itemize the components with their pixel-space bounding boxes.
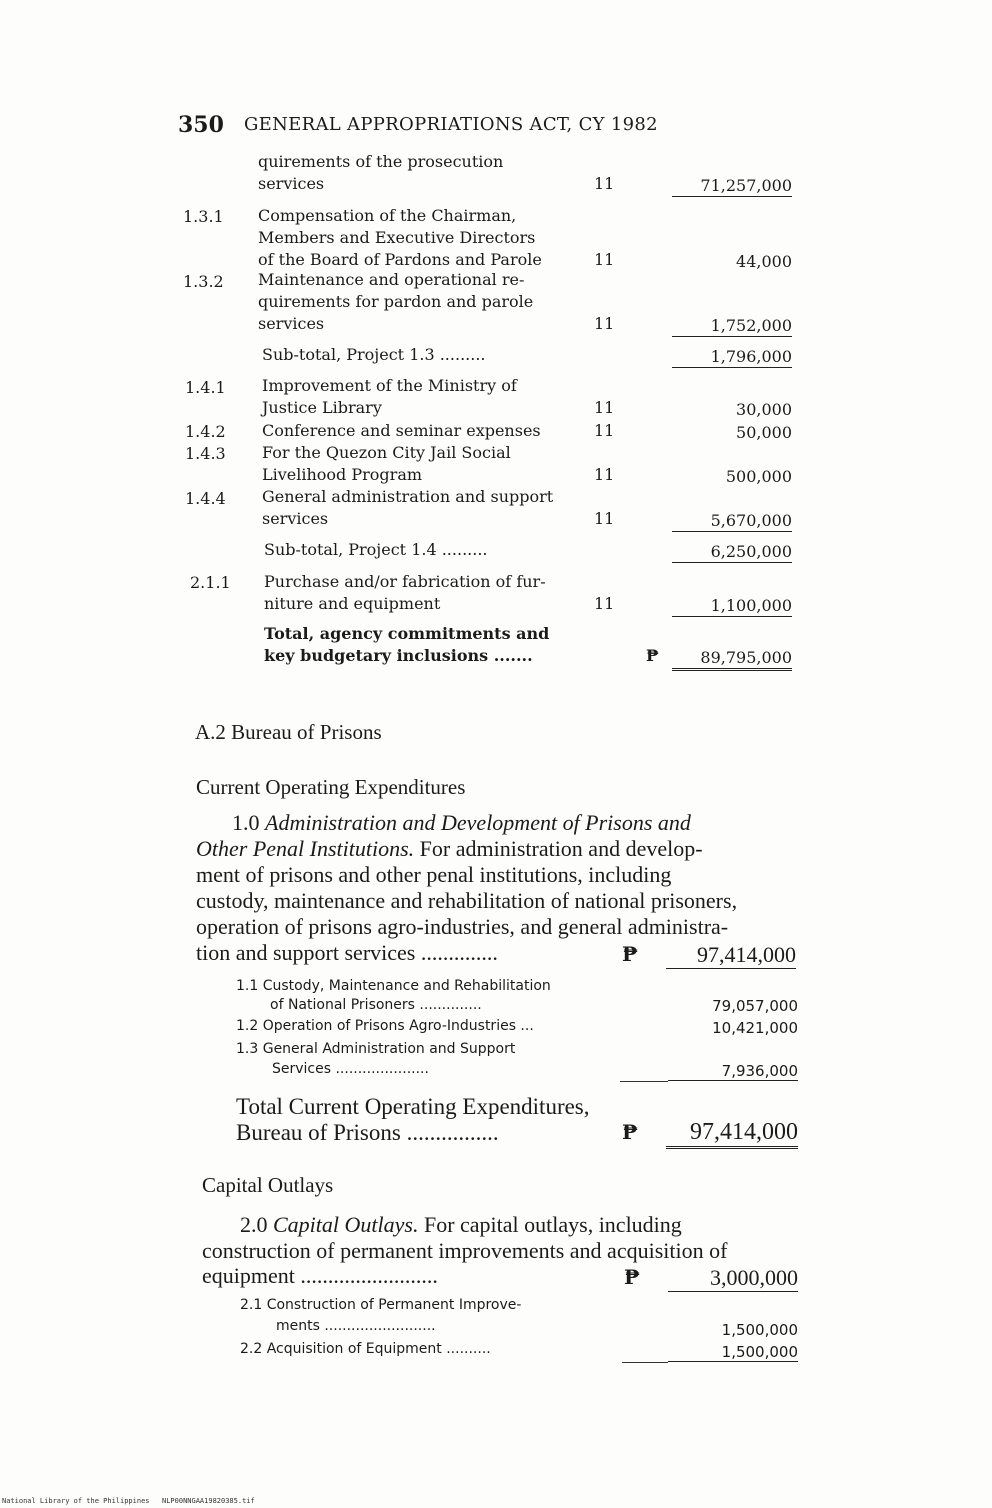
para-1-peso: ₱ xyxy=(622,942,638,966)
item-code-1-4-4: 1.4.4 xyxy=(185,489,226,508)
footer-file: NLP00NNGAA19820385.tif xyxy=(162,1497,255,1505)
item-1-4-2-amount: 50,000 xyxy=(736,423,792,442)
item-1-4-1-amount: 30,000 xyxy=(736,400,792,419)
para-2-title: Capital Outlays. xyxy=(273,1212,419,1237)
capital-outlays-heading: Capital Outlays xyxy=(202,1173,334,1197)
item-1-4-2-line-1: Conference and seminar expenses xyxy=(262,421,541,440)
para-1-title-a: Administration and Development of Prisons and xyxy=(265,810,691,835)
page-header-title: GENERAL APPROPRIATIONS ACT, CY 1982 xyxy=(244,114,658,135)
para-1-line-4: custody, maintenance and rehabilitation of national prisoners, xyxy=(196,888,738,913)
para-1-line-3: ment of prisons and other penal institutions, including xyxy=(196,862,672,887)
item-code-1-3-1: 1.3.1 xyxy=(183,207,224,226)
item-1-4-1-fund: 11 xyxy=(594,398,615,417)
total-current-line-1: Total Current Operating Expenditures, xyxy=(236,1094,590,1119)
para-1-title-b: Other Penal Institutions. xyxy=(196,836,415,861)
para-2-line-2: construction of permanent improvements and acquisition of xyxy=(202,1238,728,1263)
sub-1-3-line-2: Services ..................... xyxy=(272,1061,429,1077)
page-number: 350 xyxy=(178,112,224,138)
item-2-1-1-line-2: niture and equipment xyxy=(264,594,441,613)
sub-1-2-amount: 10,421,000 xyxy=(712,1019,798,1037)
cont-amount: 71,257,000 xyxy=(672,176,792,197)
para-1-amount: 97,414,000 xyxy=(666,942,796,969)
item-1-4-1-line-1: Improvement of the Ministry of xyxy=(262,376,517,395)
sub-1-1-amount: 79,057,000 xyxy=(712,997,798,1015)
sub-2-1-line-1: 2.1 Construction of Permanent Improve- xyxy=(240,1297,522,1313)
total-commitments-amount: 89,795,000 xyxy=(672,648,792,671)
sub-1-3-amount: 7,936,000 xyxy=(668,1062,798,1081)
item-1-3-2-line-1: Maintenance and operational re- xyxy=(258,270,525,289)
item-1-4-4-line-2: services xyxy=(262,509,329,528)
total-commitments-line-1: Total, agency commitments and xyxy=(264,624,550,643)
para-2-number: 2.0 xyxy=(240,1212,268,1237)
sub-2-2-rule xyxy=(622,1362,668,1363)
item-1-3-2-line-2: quirements for pardon and parole xyxy=(258,292,534,311)
sub-2-1-amount: 1,500,000 xyxy=(721,1321,798,1339)
para-2-line-3: equipment ......................... xyxy=(202,1263,438,1288)
item-1-4-3-fund: 11 xyxy=(594,465,615,484)
item-2-1-1-fund: 11 xyxy=(594,594,615,613)
para-1-text-b: For administration and develop- xyxy=(419,836,703,861)
item-1-4-4-line-1: General administration and support xyxy=(262,487,554,506)
sub-2-2-line-1: 2.2 Acquisition of Equipment .......... xyxy=(240,1341,491,1357)
item-code-1-4-3: 1.4.3 xyxy=(185,444,226,463)
sub-1-1-line-2: of National Prisoners .............. xyxy=(270,997,482,1013)
para-2-text: For capital outlays, including xyxy=(423,1212,682,1237)
subtotal-1-3-label: Sub-total, Project 1.3 ......... xyxy=(262,345,486,364)
item-1-4-3-line-2: Livelihood Program xyxy=(262,465,423,484)
item-1-4-4-fund: 11 xyxy=(594,509,615,528)
para-1-line-2 xyxy=(196,836,796,862)
total-current-peso: ₱ xyxy=(622,1120,638,1144)
sub-1-3-line-1: 1.3 General Administration and Support xyxy=(236,1041,516,1057)
para-1-line-5: operation of prisons agro-industries, and general administra- xyxy=(196,914,729,939)
bureau-heading: A.2 Bureau of Prisons xyxy=(195,720,382,744)
footer-library: National Library of the Philippines xyxy=(2,1497,150,1505)
item-1-3-2-line-3: services xyxy=(258,314,325,333)
item-1-4-3-amount: 500,000 xyxy=(725,467,792,486)
item-1-3-1-line-2: Members and Executive Directors xyxy=(258,228,536,247)
cont-line-1: quirements of the prosecution xyxy=(258,152,504,171)
cont-fund-code: 11 xyxy=(594,174,615,193)
item-code-1-3-2: 1.3.2 xyxy=(183,272,224,291)
item-1-4-3-line-1: For the Quezon City Jail Social xyxy=(262,443,511,462)
para-2-amount: 3,000,000 xyxy=(668,1265,798,1292)
para-2-line-1 xyxy=(240,1212,840,1238)
total-current-line-2: Bureau of Prisons ................ xyxy=(236,1120,499,1145)
current-expenditures-heading: Current Operating Expenditures xyxy=(196,775,466,799)
item-1-4-4-amount: 5,670,000 xyxy=(672,511,792,532)
sub-2-2-amount: 1,500,000 xyxy=(668,1343,798,1362)
subtotal-1-3-amount: 1,796,000 xyxy=(672,347,792,368)
item-2-1-1-line-1: Purchase and/or fabrication of fur- xyxy=(264,572,546,591)
item-1-3-1-line-1: Compensation of the Chairman, xyxy=(258,206,517,225)
peso-sign: ₱ xyxy=(646,646,659,665)
sub-1-3-rule xyxy=(620,1081,668,1082)
cont-line-2: services xyxy=(258,174,325,193)
subtotal-1-4-amount: 6,250,000 xyxy=(672,542,792,563)
item-1-4-1-line-2: Justice Library xyxy=(262,398,382,417)
item-1-3-2-amount: 1,752,000 xyxy=(672,316,792,337)
subtotal-1-4-label: Sub-total, Project 1.4 ......... xyxy=(264,540,488,559)
item-code-1-4-1: 1.4.1 xyxy=(185,378,226,397)
para-1-line-6: tion and support services .............. xyxy=(196,940,498,965)
item-2-1-1-amount: 1,100,000 xyxy=(672,596,792,617)
sub-1-2-line-1: 1.2 Operation of Prisons Agro-Industries ... xyxy=(236,1018,534,1034)
sub-1-1-line-1: 1.1 Custody, Maintenance and Rehabilitation xyxy=(236,978,551,994)
total-current-amount: 97,414,000 xyxy=(666,1119,798,1149)
item-code-1-4-2: 1.4.2 xyxy=(185,422,226,441)
item-1-4-2-fund: 11 xyxy=(594,421,615,440)
item-1-3-1-fund: 11 xyxy=(594,250,615,269)
para-2-peso: ₱ xyxy=(624,1265,640,1289)
para-1-line-1 xyxy=(232,810,832,836)
total-commitments-line-2: key budgetary inclusions ....... xyxy=(264,646,533,665)
sub-2-1-line-2: ments ......................... xyxy=(276,1318,436,1334)
item-code-2-1-1: 2.1.1 xyxy=(190,573,231,592)
item-1-3-2-fund: 11 xyxy=(594,314,615,333)
item-1-3-1-amount: 44,000 xyxy=(736,252,792,271)
para-1-number: 1.0 xyxy=(232,810,260,835)
item-1-3-1-line-3: of the Board of Pardons and Parole xyxy=(258,250,542,269)
